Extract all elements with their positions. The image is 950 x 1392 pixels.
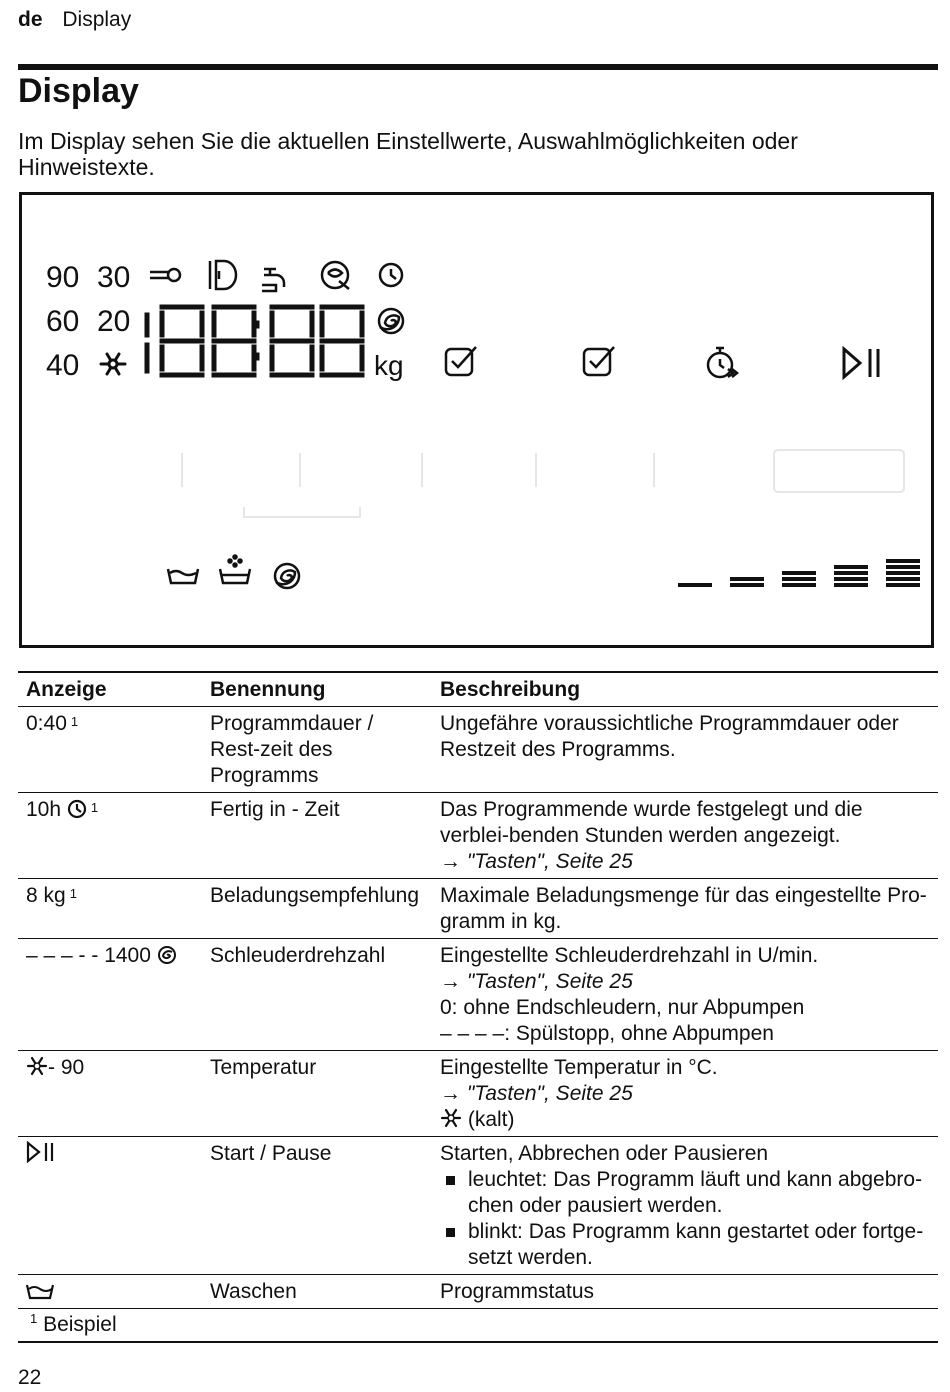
- page-reference: → "Tasten", Seite 25: [440, 970, 633, 993]
- row-name: Fertig in - Zeit: [202, 793, 432, 879]
- header-rule: [18, 64, 938, 70]
- spin-icon: [275, 564, 299, 588]
- page-number: 22: [18, 1366, 42, 1389]
- display-value: - 90: [48, 1056, 85, 1079]
- start-pause-icon: [844, 349, 878, 377]
- start-pause-icon: [26, 1141, 58, 1163]
- drum-clean-icon: [322, 262, 349, 289]
- list-item: leuchtet: Das Programm läuft und kann abgebro-chen oder pausiert werden.: [440, 1167, 930, 1219]
- spin-icon: [379, 309, 403, 333]
- seven-segment-display: [147, 307, 362, 375]
- page-header: [18, 8, 131, 32]
- clock-icon: [67, 799, 87, 819]
- display-value: 10h: [26, 798, 62, 821]
- row-name: Programmdauer / Rest-zeit des Programms: [202, 707, 432, 793]
- temp-label-90: 90: [46, 261, 80, 294]
- row-desc: Das Programmende wurde festgelegt und die verblei-benden Stunden werden angezeigt.: [440, 798, 863, 847]
- column-header: Beschreibung: [432, 672, 938, 707]
- footnote-mark: 1: [30, 1311, 38, 1326]
- row-desc: – – – –: Spülstopp, ohne Abpumpen: [440, 1022, 774, 1045]
- snowflake-icon: [440, 1107, 462, 1129]
- page-reference: → "Tasten", Seite 25: [440, 1082, 633, 1105]
- display-value: 0:40: [26, 712, 67, 735]
- row-desc: Programmstatus: [440, 1280, 595, 1303]
- clock-icon: [380, 264, 402, 286]
- button-outlines: [182, 450, 904, 517]
- footnote-mark: 1: [70, 714, 79, 729]
- key-lock-icon: [150, 269, 180, 281]
- table-row: [18, 707, 938, 793]
- table-row: [18, 939, 938, 1051]
- temp-label-40: 40: [46, 349, 80, 382]
- table-row: [18, 1051, 938, 1137]
- row-desc: Eingestellte Temperatur in °C.: [440, 1056, 718, 1079]
- footnote-text: Beispiel: [43, 1313, 117, 1336]
- row-name: Start / Pause: [202, 1137, 432, 1275]
- door-icon: [210, 261, 236, 289]
- spin-icon: [157, 945, 177, 965]
- row-desc: (kalt): [467, 1108, 515, 1131]
- table-row: [18, 1137, 938, 1275]
- temp-label-60: 60: [46, 305, 80, 338]
- display-panel-svg: [22, 195, 931, 645]
- snowflake-icon: [101, 354, 125, 374]
- column-header: Anzeige: [18, 672, 202, 707]
- row-name: Schleuderdrehzahl: [202, 939, 432, 1051]
- checkbox-icon: [584, 347, 614, 375]
- table-header-row: [18, 672, 938, 707]
- wash-tub-icon: [26, 1283, 54, 1301]
- row-name: Waschen: [202, 1275, 432, 1309]
- display-value: – – – - - 1400: [26, 944, 151, 967]
- row-name: Temperatur: [202, 1051, 432, 1137]
- column-header: Benennung: [202, 672, 432, 707]
- page-reference: → "Tasten", Seite 25: [440, 850, 633, 873]
- row-name: Beladungsempfehlung: [202, 879, 432, 939]
- row-desc: 0: ohne Endschleudern, nur Abpumpen: [440, 996, 805, 1019]
- bullet-list: [440, 1167, 930, 1271]
- page-title: Display: [18, 72, 139, 110]
- display-value: 8 kg: [26, 884, 66, 907]
- table-footnote: [18, 1309, 938, 1343]
- list-item: blinkt: Das Programm kann gestartet oder fortge-setzt werden.: [440, 1219, 930, 1271]
- table-row: [18, 879, 938, 939]
- wash-tub-icon: [168, 569, 198, 583]
- rinse-tub-icon: [220, 556, 250, 584]
- display-table: [18, 671, 938, 1309]
- checkbox-icon: [446, 347, 476, 375]
- table-row: [18, 793, 938, 879]
- table-row: [18, 1275, 938, 1309]
- row-desc: Ungefähre voraussichtliche Programmdauer oder Restzeit des Programms.: [440, 712, 899, 761]
- tap-icon: [262, 269, 284, 291]
- intro-text: Im Display sehen Sie die aktuellen Einstellwerte, Auswahlmöglichkeiten oder Hinweistexte.: [18, 128, 798, 180]
- language-code: de: [18, 8, 43, 31]
- timer-icon: [708, 348, 737, 377]
- kg-unit: kg: [374, 350, 404, 381]
- temp-label-30: 30: [97, 261, 131, 294]
- snowflake-icon: [26, 1055, 48, 1077]
- footnote-mark: 1: [69, 886, 77, 901]
- footnote-mark: 1: [90, 800, 99, 815]
- section-name: Display: [62, 8, 132, 31]
- display-table-wrapper: [18, 671, 938, 1343]
- load-level-icon: [678, 561, 920, 585]
- row-desc: Eingestellte Schleuderdrehzahl in U/min.: [440, 944, 819, 967]
- display-panel-illustration: [19, 192, 934, 648]
- row-desc: Starten, Abbrechen oder Pausieren: [440, 1142, 769, 1165]
- row-desc: Maximale Beladungsmenge für das eingestellte Pro-gramm in kg.: [440, 884, 927, 933]
- temp-label-20: 20: [97, 305, 131, 338]
